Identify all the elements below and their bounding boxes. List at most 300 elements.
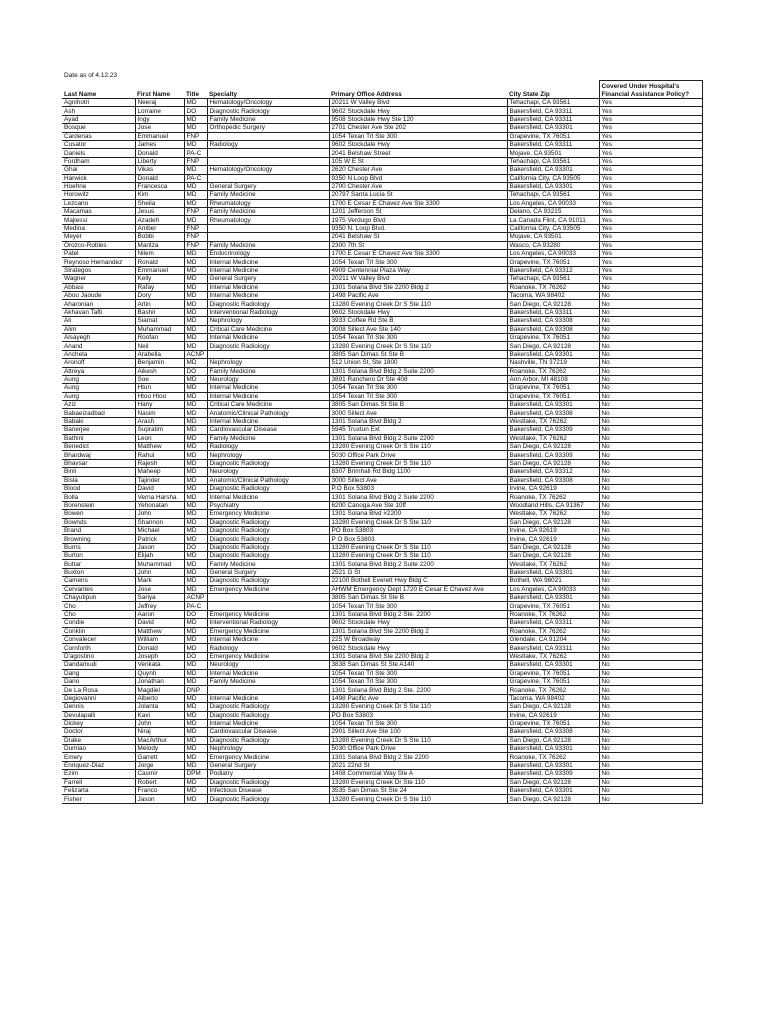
city-state-zip-cell: Glendale, CA 91204 [507,636,599,644]
table-row [62,493,702,501]
specialty-cell: Infectious Disease [207,787,329,795]
first-name-cell: Vikas [135,166,184,174]
last-name-cell: Lezcano [62,199,135,207]
table-row [62,602,702,610]
first-name-cell: Jesus [135,208,184,216]
specialty-cell: Cardiovascular Disease [207,728,329,736]
specialty-cell: Internal Medicine [207,493,329,501]
city-state-zip-cell: Bakersfield, CA 93311 [507,107,599,115]
first-name-cell: Soe [135,375,184,383]
first-name-cell: Emmanuel [135,266,184,274]
address-cell: 1301 Solana Blvd Ste 2200 Bldg 2 [329,652,507,660]
last-name-cell: Macamas [62,208,135,216]
city-state-zip-cell: San Diego, CA 92128 [507,778,599,786]
last-name-cell: Aung [62,384,135,392]
coverage-cell: No [599,745,702,753]
header-row [62,81,702,99]
specialty-cell: Diagnostic Radiology [207,778,329,786]
title-cell: DNP [184,686,207,694]
table-row [62,367,702,375]
address-cell: 9350 N. Loop Blvd. [329,224,507,232]
last-name-cell: Aharonian [62,300,135,308]
city-state-zip-cell: Westlake, TX 76262 [507,417,599,425]
title-cell: MD [184,552,207,560]
city-state-zip-cell: Roanoke, TX 76262 [507,610,599,618]
first-name-cell: Muhammad [135,560,184,568]
title-cell: MD [184,484,207,492]
city-state-zip-cell: Bakersfield, CA 93308 [507,317,599,325]
coverage-cell: Yes [599,266,702,274]
coverage-cell: No [599,610,702,618]
title-cell: MD [184,468,207,476]
title-cell: FNP [184,132,207,140]
table-row [62,140,702,148]
first-name-cell: Sariya [135,594,184,602]
first-name-cell: Jolanta [135,703,184,711]
address-cell: 3008 Sillect Ave Ste 140 [329,325,507,333]
city-state-zip-cell: Bakersfield, CA 93301 [507,182,599,190]
title-cell: DO [184,107,207,115]
table-row [62,476,702,484]
first-name-cell: Melody [135,745,184,753]
first-name-cell: Htun [135,384,184,392]
coverage-cell: No [599,602,702,610]
first-name-cell: Shannon [135,518,184,526]
title-cell: MD [184,266,207,274]
header-first-name: First Name [135,81,184,99]
title-cell: MD [184,401,207,409]
coverage-cell: No [599,392,702,400]
last-name-cell: Degiovanni [62,694,135,702]
title-cell: MD [184,535,207,543]
address-cell: 1975 Verdugo Blvd [329,216,507,224]
first-name-cell: Siamat [135,317,184,325]
title-cell: MD [184,560,207,568]
city-state-zip-cell: Grapevine, TX 76051 [507,677,599,685]
city-state-zip-cell: Bothell, WA 98021 [507,577,599,585]
coverage-cell: No [599,669,702,677]
specialty-cell: Neurology [207,661,329,669]
address-cell: 2701 Chester Ave Ste 202 [329,124,507,132]
table-row [62,711,702,719]
first-name-cell: Azadeh [135,216,184,224]
title-cell: MD [184,703,207,711]
header-title: Title [184,81,207,99]
specialty-cell [207,350,329,358]
title-cell: MD [184,325,207,333]
specialty-cell: Rheumatology [207,199,329,207]
title-cell: DO [184,367,207,375]
table-row [62,535,702,543]
last-name-cell: Buttar [62,560,135,568]
address-cell: 1054 Texan Trl Ste 300 [329,669,507,677]
specialty-cell [207,686,329,694]
city-state-zip-cell: Westlake, TX 76262 [507,510,599,518]
table-row [62,149,702,157]
coverage-cell: No [599,476,702,484]
first-name-cell: Jonathan [135,677,184,685]
title-cell: MD [184,459,207,467]
last-name-cell: Bathini [62,434,135,442]
city-state-zip-cell: Roanoke, TX 76262 [507,283,599,291]
city-state-zip-cell: Mojave, CA 93501 [507,233,599,241]
last-name-cell: Akhavan Tafti [62,308,135,316]
specialty-cell: Internal Medicine [207,283,329,291]
first-name-cell: David [135,484,184,492]
header-city-state-zip: City State Zip [507,81,599,99]
coverage-cell: No [599,317,702,325]
city-state-zip-cell: Los Angeles, CA 90033 [507,585,599,593]
coverage-cell: Yes [599,250,702,258]
coverage-cell: No [599,333,702,341]
coverage-cell: No [599,283,702,291]
table-row [62,392,702,400]
first-name-cell: Quynh [135,669,184,677]
first-name-cell: Arash [135,417,184,425]
specialty-cell: Critical Care Medicine [207,325,329,333]
address-cell: 1054 Texan Trl Ste 300 [329,384,507,392]
title-cell: MD [184,753,207,761]
address-cell: 512 Union St, Ste 1800 [329,359,507,367]
table-row [62,375,702,383]
address-cell: 3891 Ranchero Dr Ste 408 [329,375,507,383]
city-state-zip-cell: Los Angeles, CA 90033 [507,199,599,207]
specialty-cell: Internal Medicine [207,333,329,341]
city-state-zip-cell: San Diego, CA 92128 [507,552,599,560]
coverage-cell: No [599,627,702,635]
city-state-zip-cell: Woodland Hills, CA 91367 [507,501,599,509]
table-row [62,166,702,174]
first-name-cell: Garrett [135,753,184,761]
title-cell: FNP [184,157,207,165]
table-row [62,115,702,123]
first-name-cell: Muhammad [135,325,184,333]
last-name-cell: Dumlao [62,745,135,753]
address-cell: 1408 Commercial Way Ste A [329,770,507,778]
first-name-cell: John [135,719,184,727]
coverage-cell: No [599,426,702,434]
title-cell: FNP [184,208,207,216]
specialty-cell: Diagnostic Radiology [207,526,329,534]
table-row [62,484,702,492]
table-row [62,636,702,644]
title-cell: MD [184,409,207,417]
coverage-cell: No [599,325,702,333]
first-name-cell: Neil [135,342,184,350]
first-name-cell: Kim [135,191,184,199]
address-cell: 1498 Pacific Ave [329,694,507,702]
first-name-cell: John [135,510,184,518]
table-row [62,703,702,711]
address-cell: 3838 San Dimas St Ste A140 [329,661,507,669]
specialty-cell: Critical Care Medicine [207,401,329,409]
title-cell: MD [184,275,207,283]
last-name-cell: Dennis [62,703,135,711]
title-cell: MD [184,636,207,644]
specialty-cell [207,149,329,157]
coverage-cell: No [599,677,702,685]
coverage-cell: Yes [599,140,702,148]
title-cell: DO [184,610,207,618]
specialty-cell: Emergency Medicine [207,510,329,518]
city-state-zip-cell: Bakersfield, CA 93311 [507,308,599,316]
table-row [62,174,702,182]
last-name-cell: Alim [62,325,135,333]
address-cell: 1301 Solana Blvd Bldg 2 Suite 2200 [329,367,507,375]
city-state-zip-cell: Bakersfield, CA 93309 [507,451,599,459]
title-cell: PA-C [184,602,207,610]
first-name-cell: John [135,568,184,576]
title-cell: PA-C [184,174,207,182]
address-cell: 13280 Evening Creek Dr S Ste 110 [329,443,507,451]
first-name-cell: Artin [135,300,184,308]
last-name-cell: Burns [62,543,135,551]
address-cell: 1301 Solana Blvd Bldg 2 Suite 2200 [329,493,507,501]
coverage-cell: No [599,409,702,417]
first-name-cell: Maheep [135,468,184,476]
coverage-cell: Yes [599,132,702,140]
title-cell: MD [184,619,207,627]
city-state-zip-cell: Bakersfield, CA 93301 [507,661,599,669]
coverage-cell: Yes [599,157,702,165]
table-row [62,325,702,333]
address-cell: 1301 Solana Blvd Bldg 2 Ste. 2200 [329,610,507,618]
table-row [62,795,702,803]
title-cell: MD [184,140,207,148]
first-name-cell: Arabella [135,350,184,358]
address-cell: 13280 Evening Creek Dr S Ste 110 [329,543,507,551]
title-cell: MD [184,728,207,736]
table-row [62,434,702,442]
city-state-zip-cell: Mojave, CA 93501 [507,149,599,157]
address-cell: 3805 San Dimas St Ste B [329,401,507,409]
address-cell: 8307 Brimhall Rd Bldg 1100 [329,468,507,476]
coverage-cell: Yes [599,182,702,190]
address-cell: 9602 Stockdale Hwy [329,107,507,115]
specialty-cell: Internal Medicine [207,258,329,266]
title-cell: MD [184,711,207,719]
first-name-cell: James [135,140,184,148]
table-row [62,157,702,165]
last-name-cell: Anand [62,342,135,350]
coverage-cell: No [599,770,702,778]
last-name-cell: Chayutipun [62,594,135,602]
specialty-cell: Diagnostic Radiology [207,342,329,350]
city-state-zip-cell: Grapevine, TX 76051 [507,258,599,266]
coverage-cell: No [599,451,702,459]
coverage-cell: No [599,308,702,316]
specialty-cell: Diagnostic Radiology [207,736,329,744]
table-row [62,443,702,451]
coverage-cell: Yes [599,233,702,241]
specialty-cell: Rheumatology [207,216,329,224]
first-name-cell: Jose [135,585,184,593]
coverage-cell: No [599,778,702,786]
table-row [62,652,702,660]
coverage-cell: Yes [599,115,702,123]
address-cell: 4909 Centennial Plaza Way [329,266,507,274]
title-cell: MD [184,761,207,769]
coverage-cell: Yes [599,275,702,283]
table-row [62,778,702,786]
address-cell: 13280 Evening Creek Dr S Ste 110 [329,459,507,467]
coverage-cell: No [599,619,702,627]
city-state-zip-cell: Bakersfield, CA 93311 [507,140,599,148]
coverage-cell: No [599,359,702,367]
coverage-cell: Yes [599,258,702,266]
address-cell: 20211 W Valley Blvd [329,275,507,283]
coverage-cell: No [599,434,702,442]
city-state-zip-cell: Roanoke, TX 76262 [507,753,599,761]
table-row [62,577,702,585]
specialty-cell: Radiology [207,140,329,148]
title-cell: DPM [184,770,207,778]
city-state-zip-cell: Roanoke, TX 76262 [507,627,599,635]
address-cell: 3000 Sillect Ave [329,476,507,484]
city-state-zip-cell: Westlake, TX 76262 [507,560,599,568]
coverage-cell: No [599,501,702,509]
city-state-zip-cell: Ann Arbor, MI 48108 [507,375,599,383]
specialty-cell: Internal Medicine [207,417,329,425]
coverage-cell: No [599,661,702,669]
city-state-zip-cell: Roanoke, TX 76262 [507,493,599,501]
last-name-cell: Aung [62,375,135,383]
last-name-cell: Hoehne [62,182,135,190]
specialty-cell: General Surgery [207,182,329,190]
coverage-cell: No [599,526,702,534]
first-name-cell: Rahul [135,451,184,459]
title-cell: MD [184,568,207,576]
last-name-cell: Fisher [62,795,135,803]
coverage-cell: No [599,719,702,727]
last-name-cell: Ezim [62,770,135,778]
specialty-cell: Hematology/Oncology [207,99,329,107]
specialty-cell: Anatomic/Clinical Pathology [207,476,329,484]
table-row [62,468,702,476]
last-name-cell: Ghai [62,166,135,174]
title-cell: MD [184,182,207,190]
city-state-zip-cell: Bakersfield, CA 93308 [507,476,599,484]
coverage-cell: No [599,795,702,803]
first-name-cell: Matthew [135,627,184,635]
table-row [62,451,702,459]
address-cell: 13280 Evening Creek Dr S Ste 110 [329,795,507,803]
last-name-cell: Abbasi [62,283,135,291]
city-state-zip-cell: Bakersfield, CA 93311 [507,644,599,652]
coverage-cell: No [599,350,702,358]
header-last-name: Last Name [62,81,135,99]
last-name-cell: Cho [62,610,135,618]
first-name-cell: Neeraj [135,99,184,107]
title-cell: MD [184,426,207,434]
first-name-cell: Michael [135,526,184,534]
specialty-cell: Family Medicine [207,241,329,249]
coverage-cell: Yes [599,216,702,224]
title-cell: MD [184,451,207,459]
city-state-zip-cell: California City, CA 93505 [507,224,599,232]
address-cell: 1700 E Cesar E Chavez Ave Ste 3300 [329,199,507,207]
address-cell: 9350 N Loop Blvd [329,174,507,182]
coverage-cell: No [599,459,702,467]
specialty-cell: Family Medicine [207,115,329,123]
coverage-cell: Yes [599,241,702,249]
address-cell: 9508 Stockdale Hwy Ste 120 [329,115,507,123]
coverage-cell: No [599,367,702,375]
title-cell: MD [184,745,207,753]
last-name-cell: Agnihotri [62,99,135,107]
last-name-cell: Abou Jaoude [62,291,135,299]
specialty-cell: Family Medicine [207,560,329,568]
title-cell: FNP [184,224,207,232]
last-name-cell: Cardenas [62,132,135,140]
city-state-zip-cell: Bakersfield, CA 93309 [507,426,599,434]
table-row [62,518,702,526]
coverage-cell: No [599,510,702,518]
address-cell: P.O Box 53803 [329,484,507,492]
address-cell: 13280 Evening Creek Dr Ste 110 [329,778,507,786]
last-name-cell: Daniels [62,149,135,157]
address-cell: 2041 Belshaw St [329,233,507,241]
last-name-cell: De La Rosa [62,686,135,694]
specialty-cell: Diagnostic Radiology [207,577,329,585]
first-name-cell: Jeffrey [135,602,184,610]
coverage-cell: No [599,375,702,383]
first-name-cell: Donald [135,644,184,652]
first-name-cell: Jorge [135,761,184,769]
table-row [62,677,702,685]
table-row [62,308,702,316]
address-cell: 1201 Jefferson St [329,208,507,216]
specialty-cell: Interventional Radiology [207,619,329,627]
last-name-cell: Bisla [62,476,135,484]
specialty-cell: Family Medicine [207,208,329,216]
last-name-cell: Doctor [62,728,135,736]
address-cell: 1498 Pacific Ave [329,291,507,299]
city-state-zip-cell: Grapevine, TX 76051 [507,392,599,400]
address-cell: 5945 Truxtun Ext [329,426,507,434]
first-name-cell: Ronald [135,258,184,266]
city-state-zip-cell: Bakersfield, CA 93301 [507,745,599,753]
last-name-cell: Binli [62,468,135,476]
title-cell: MD [184,166,207,174]
first-name-cell: Ingy [135,115,184,123]
table-row [62,770,702,778]
first-name-cell: Rajesh [135,459,184,467]
first-name-cell: Emmanuel [135,132,184,140]
specialty-cell: Diagnostic Radiology [207,711,329,719]
coverage-cell: No [599,484,702,492]
coverage-cell: No [599,585,702,593]
city-state-zip-cell: Irvine, CA 92619 [507,526,599,534]
table-row [62,258,702,266]
first-name-cell: Magdiel [135,686,184,694]
table-row [62,241,702,249]
table-row [62,560,702,568]
title-cell: DO [184,543,207,551]
last-name-cell: Cusator [62,140,135,148]
first-name-cell: Matthew [135,443,184,451]
table-row [62,719,702,727]
specialty-cell: Radiology [207,443,329,451]
table-row [62,627,702,635]
first-name-cell: Bashir [135,308,184,316]
last-name-cell: Harwick [62,174,135,182]
last-name-cell: Convalecer [62,636,135,644]
table-row [62,409,702,417]
first-name-cell: Leon [135,434,184,442]
specialty-cell: General Surgery [207,761,329,769]
city-state-zip-cell: Grapevine, TX 76051 [507,669,599,677]
